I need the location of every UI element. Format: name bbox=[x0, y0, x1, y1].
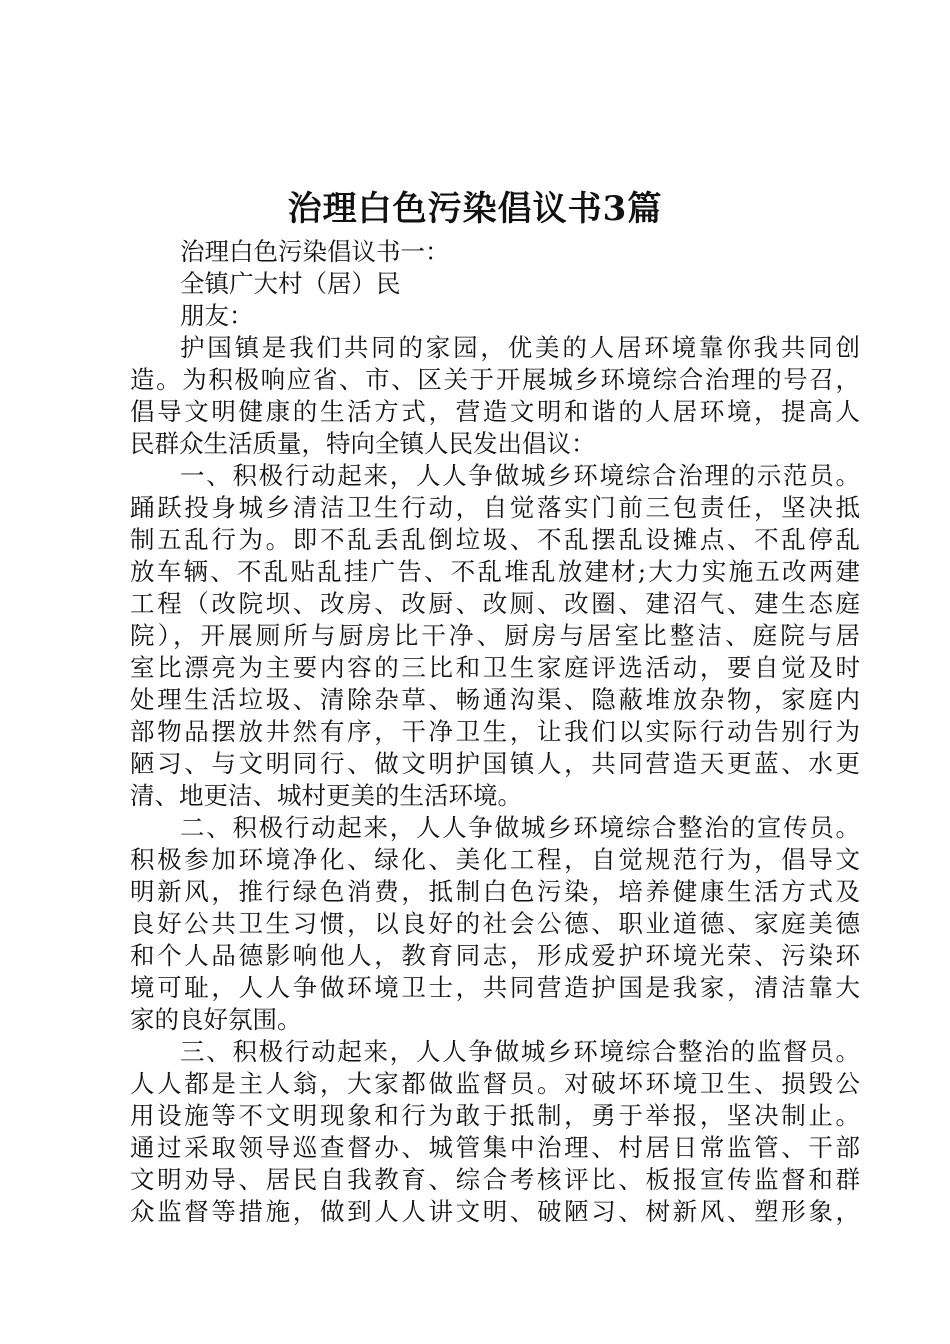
text-line: 倡导文明健康的生活方式，营造文明和谐的人居环境，提高人 bbox=[130, 397, 860, 426]
text-line: 民群众生活质量，特向全镇人民发出倡议： bbox=[130, 429, 596, 458]
document-title: 治理白色污染倡议书3篇 bbox=[287, 189, 663, 229]
text-line: 和个人品德影响他人，教育同志，形成爱护环境光荣、污染环 bbox=[130, 941, 860, 970]
text-line: 处理生活垃圾、清除杂草、畅通沟渠、隐蔽堆放杂物，家庭内 bbox=[130, 685, 860, 714]
text-line: 全镇广大村（居）民 bbox=[180, 269, 401, 298]
text-line: 积极参加环境净化、绿化、美化工程，自觉规范行为，倡导文 bbox=[130, 845, 860, 874]
text-line: 良好公共卫生习惯，以良好的社会公德、职业道德、家庭美德 bbox=[130, 909, 860, 938]
text-line: 陋习、与文明同行、做文明护国镇人，共同营造天更蓝、水更 bbox=[130, 749, 860, 778]
text-line: 部物品摆放井然有序，干净卫生，让我们以实际行动告别行为 bbox=[130, 717, 860, 746]
text-line: 放车辆、不乱贴乱挂广告、不乱堆乱放建材;大力实施五改两建 bbox=[130, 557, 860, 586]
document-body bbox=[130, 236, 860, 1228]
text-line: 三、积极行动起来，人人争做城乡环境综合整治的监督员。 bbox=[180, 1037, 860, 1066]
text-line: 二、积极行动起来，人人争做城乡环境综合整治的宣传员。 bbox=[180, 813, 860, 842]
text-line: 境可耻，人人争做环境卫士，共同营造护国是我家，清洁靠大 bbox=[130, 973, 860, 1002]
text-line: 工程（改院坝、改房、改厨、改厕、改圈、建沼气、建生态庭 bbox=[130, 589, 860, 618]
text-line: 治理白色污染倡议书一： bbox=[180, 237, 450, 266]
text-line: 造。为积极响应省、市、区关于开展城乡环境综合治理的号召， bbox=[130, 365, 860, 394]
text-line: 室比漂亮为主要内容的三比和卫生家庭评选活动，要自觉及时 bbox=[130, 653, 860, 682]
text-line: 护国镇是我们共同的家园，优美的人居环境靠你我共同创 bbox=[180, 333, 860, 362]
text-line: 院），开展厕所与厨房比干净、厨房与居室比整洁、庭院与居 bbox=[130, 621, 860, 650]
text-line: 文明劝导、居民自我教育、综合考核评比、板报宣传监督和群 bbox=[130, 1165, 860, 1194]
text-line: 清、地更洁、城村更美的生活环境。 bbox=[130, 781, 522, 810]
text-line: 众监督等措施，做到人人讲文明、破陋习、树新风、塑形象， bbox=[130, 1197, 860, 1226]
text-line: 明新风，推行绿色消费，抵制白色污染，培养健康生活方式及 bbox=[130, 877, 860, 906]
text-line: 制五乱行为。即不乱丢乱倒垃圾、不乱摆乱设摊点、不乱停乱 bbox=[130, 525, 860, 554]
text-line: 家的良好氛围。 bbox=[130, 1005, 302, 1034]
text-line: 踊跃投身城乡清洁卫生行动，自觉落实门前三包责任，坚决抵 bbox=[130, 493, 860, 522]
text-line: 用设施等不文明现象和行为敢于抵制，勇于举报，坚决制止。 bbox=[130, 1101, 860, 1130]
text-line: 人人都是主人翁，大家都做监督员。对破坏环境卫生、损毁公 bbox=[130, 1069, 860, 1098]
text-line: 朋友： bbox=[180, 301, 254, 330]
text-line: 通过采取领导巡查督办、城管集中治理、村居日常监管、干部 bbox=[130, 1133, 860, 1162]
text-line: 一、积极行动起来，人人争做城乡环境综合治理的示范员。 bbox=[180, 461, 860, 490]
